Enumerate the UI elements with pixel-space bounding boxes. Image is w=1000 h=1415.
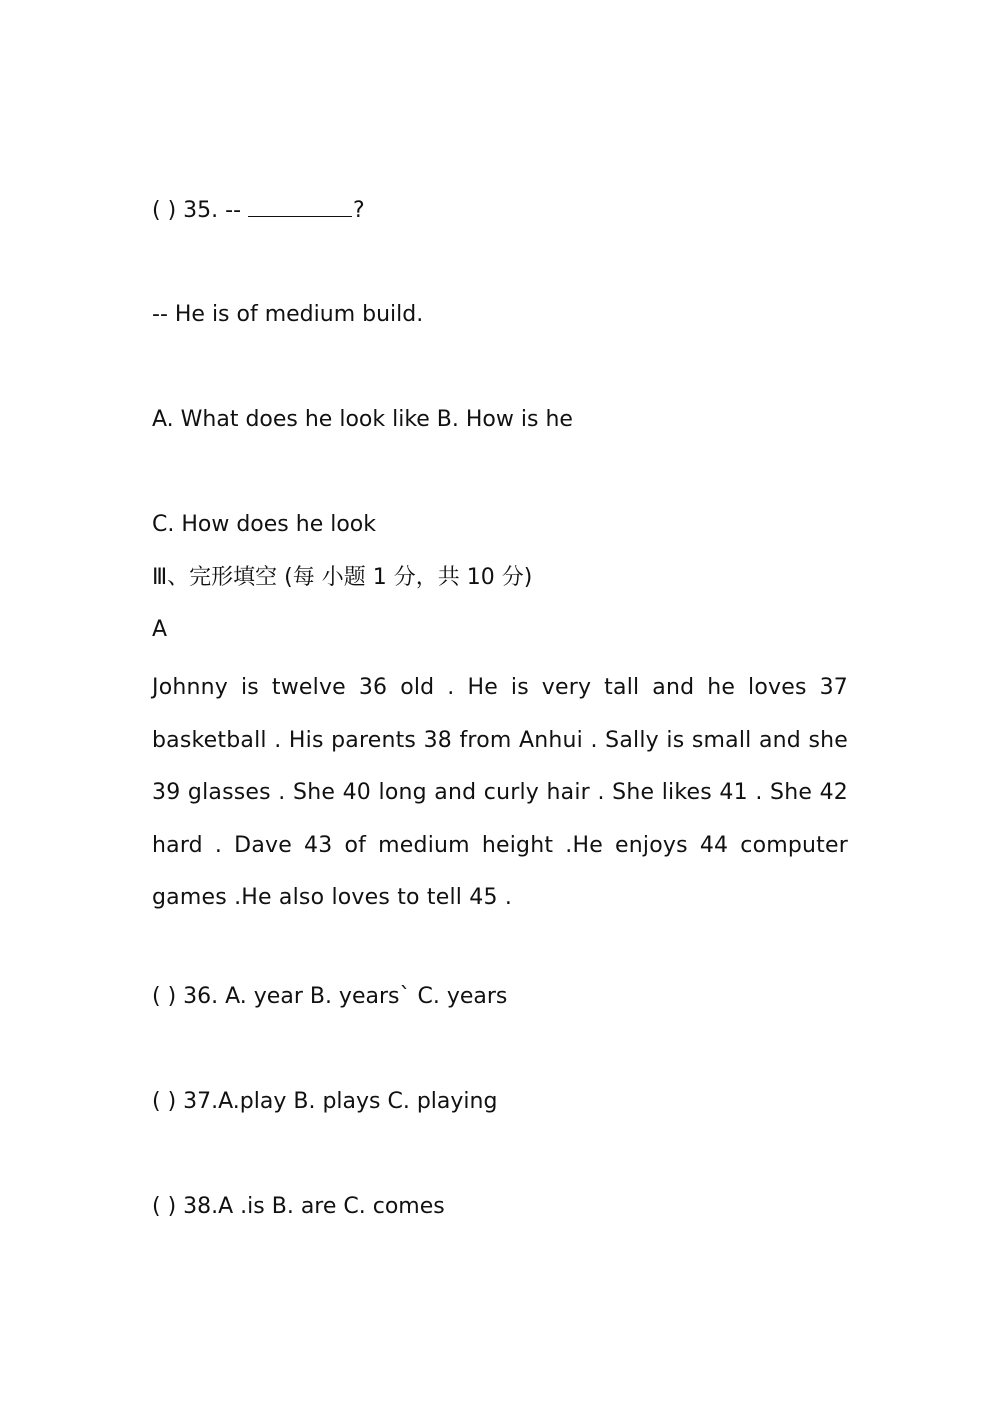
cloze-passage: Johnny is twelve 36 old . He is very tall and he loves 37 basketball . His parents 38 from Anhui . Sally is small and she 39 glasses . She 40 long and curly hair . She likes 41 . She 42 hard . Dave 43 of medium height .He enjoys 44 computer games .He also loves to tell 45 .	[152, 675, 848, 910]
question-36: ( ) 36. A. year B. years` C. years	[152, 984, 508, 1009]
question-35-mark: ?	[353, 198, 365, 223]
section-heading: Ⅲ、完形填空 (每 小题 1 分，共 10 分)	[152, 565, 533, 590]
question-35-prompt	[152, 196, 365, 226]
answer-blank	[248, 196, 352, 217]
question-35-number: ( ) 35. --	[152, 198, 242, 223]
part-label: A	[152, 617, 168, 642]
question-37: ( ) 37.A.play B. plays C. playing	[152, 1089, 498, 1114]
question-38: ( ) 38.A .is B. are C. comes	[152, 1194, 445, 1219]
question-35-response: -- He is of medium build.	[152, 302, 424, 327]
question-35-options-ab: A. What does he look like B. How is he	[152, 407, 573, 432]
question-35-option-c: C. How does he look	[152, 512, 376, 537]
